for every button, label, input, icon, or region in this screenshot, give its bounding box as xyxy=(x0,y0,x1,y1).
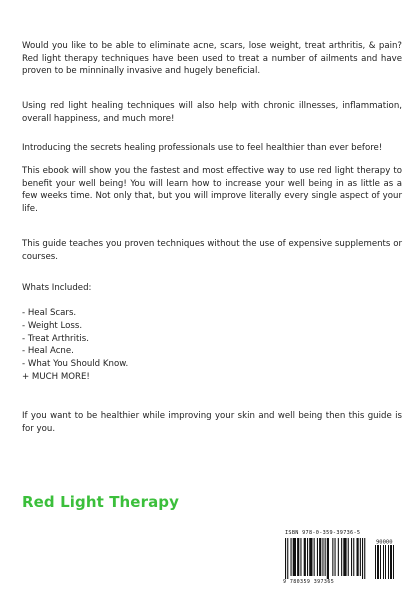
barcode-bar xyxy=(304,538,306,576)
barcode-bar xyxy=(325,538,326,576)
closing-paragraph: If you want to be healthier while improving your skin and well being then this guide is for you. xyxy=(22,411,402,434)
addon-bar xyxy=(388,545,389,579)
barcode-bar xyxy=(314,538,315,576)
intro-paragraph: Would you like to be able to eliminate acne, scars, lose weight, treat arthritis, & pain? Red light therapy techniques have been used to treat a number of ailments and have proven to be minninally invasive and hugely beneficial. xyxy=(22,41,402,77)
barcode-bar xyxy=(293,538,296,576)
barcode-bar xyxy=(351,538,352,576)
list-item: + MUCH MORE! xyxy=(22,371,90,382)
addon-bar xyxy=(380,545,381,579)
barcode-bar xyxy=(332,538,333,576)
barcode-bar xyxy=(327,538,329,579)
list-item: - Heal Acne. xyxy=(22,346,74,357)
addon-bar xyxy=(377,545,379,579)
barcode-bar xyxy=(285,538,286,579)
barcode-bar xyxy=(309,538,312,576)
barcode-bars xyxy=(283,538,403,580)
barcode-bar xyxy=(362,538,363,579)
barcode-bar xyxy=(364,538,365,579)
included-heading: Whats Included: xyxy=(22,283,92,293)
price-code: 90000 xyxy=(376,539,393,546)
included-list xyxy=(22,307,402,384)
barcode-digits: 9 780359 397365 xyxy=(283,579,335,585)
barcode-bar xyxy=(307,538,308,576)
addon-bar xyxy=(385,545,386,579)
barcode-bar xyxy=(348,538,349,576)
barcode-bar xyxy=(360,538,361,576)
addon-bar xyxy=(383,545,384,579)
barcode-bar xyxy=(338,538,339,576)
list-item: - Heal Scars. xyxy=(22,308,77,318)
barcode-bar xyxy=(319,538,321,576)
brand-title: Red Light Therapy xyxy=(22,493,180,511)
secrets-paragraph: Introducing the secrets healing professionals use to feel healthier than ever before! xyxy=(22,143,383,153)
list-item: - Weight Loss. xyxy=(22,320,83,331)
barcode-bar xyxy=(322,538,323,576)
barcode-bar xyxy=(341,538,342,576)
barcode-bar xyxy=(300,538,301,576)
barcode-bar xyxy=(317,538,318,576)
isbn-barcode xyxy=(279,530,407,587)
addon-bar xyxy=(393,545,394,579)
isbn-label xyxy=(285,530,360,536)
barcode-bar xyxy=(343,538,346,576)
addon-bar xyxy=(390,545,392,579)
barcode-bar xyxy=(297,538,299,576)
ebook-paragraph: This ebook will show you the fastest and most effective way to use red light therapy to benefit your well being! You will learn how to increase your well being in as little as a few weeks time. Not only that, but you will improve literally every single aspect of your life. xyxy=(22,166,402,214)
list-item: - Treat Arthritis. xyxy=(22,333,89,344)
benefits-paragraph: Using red light healing techniques will also help with chronic illnesses, inflammation, overall happiness, and much more! xyxy=(22,101,402,124)
barcode-bar xyxy=(353,538,354,576)
list-item: - What You Should Know. xyxy=(22,359,129,370)
addon-bar xyxy=(375,545,376,579)
isbn-number: ISBN 978-0-359-39736-5 xyxy=(285,530,361,536)
barcode-bar xyxy=(357,538,359,576)
guide-paragraph: This guide teaches you proven techniques without the use of expensive supplements or courses. xyxy=(22,239,402,262)
barcode-bar xyxy=(287,538,288,579)
barcode-bar xyxy=(291,538,292,576)
barcode-bar xyxy=(335,538,336,576)
